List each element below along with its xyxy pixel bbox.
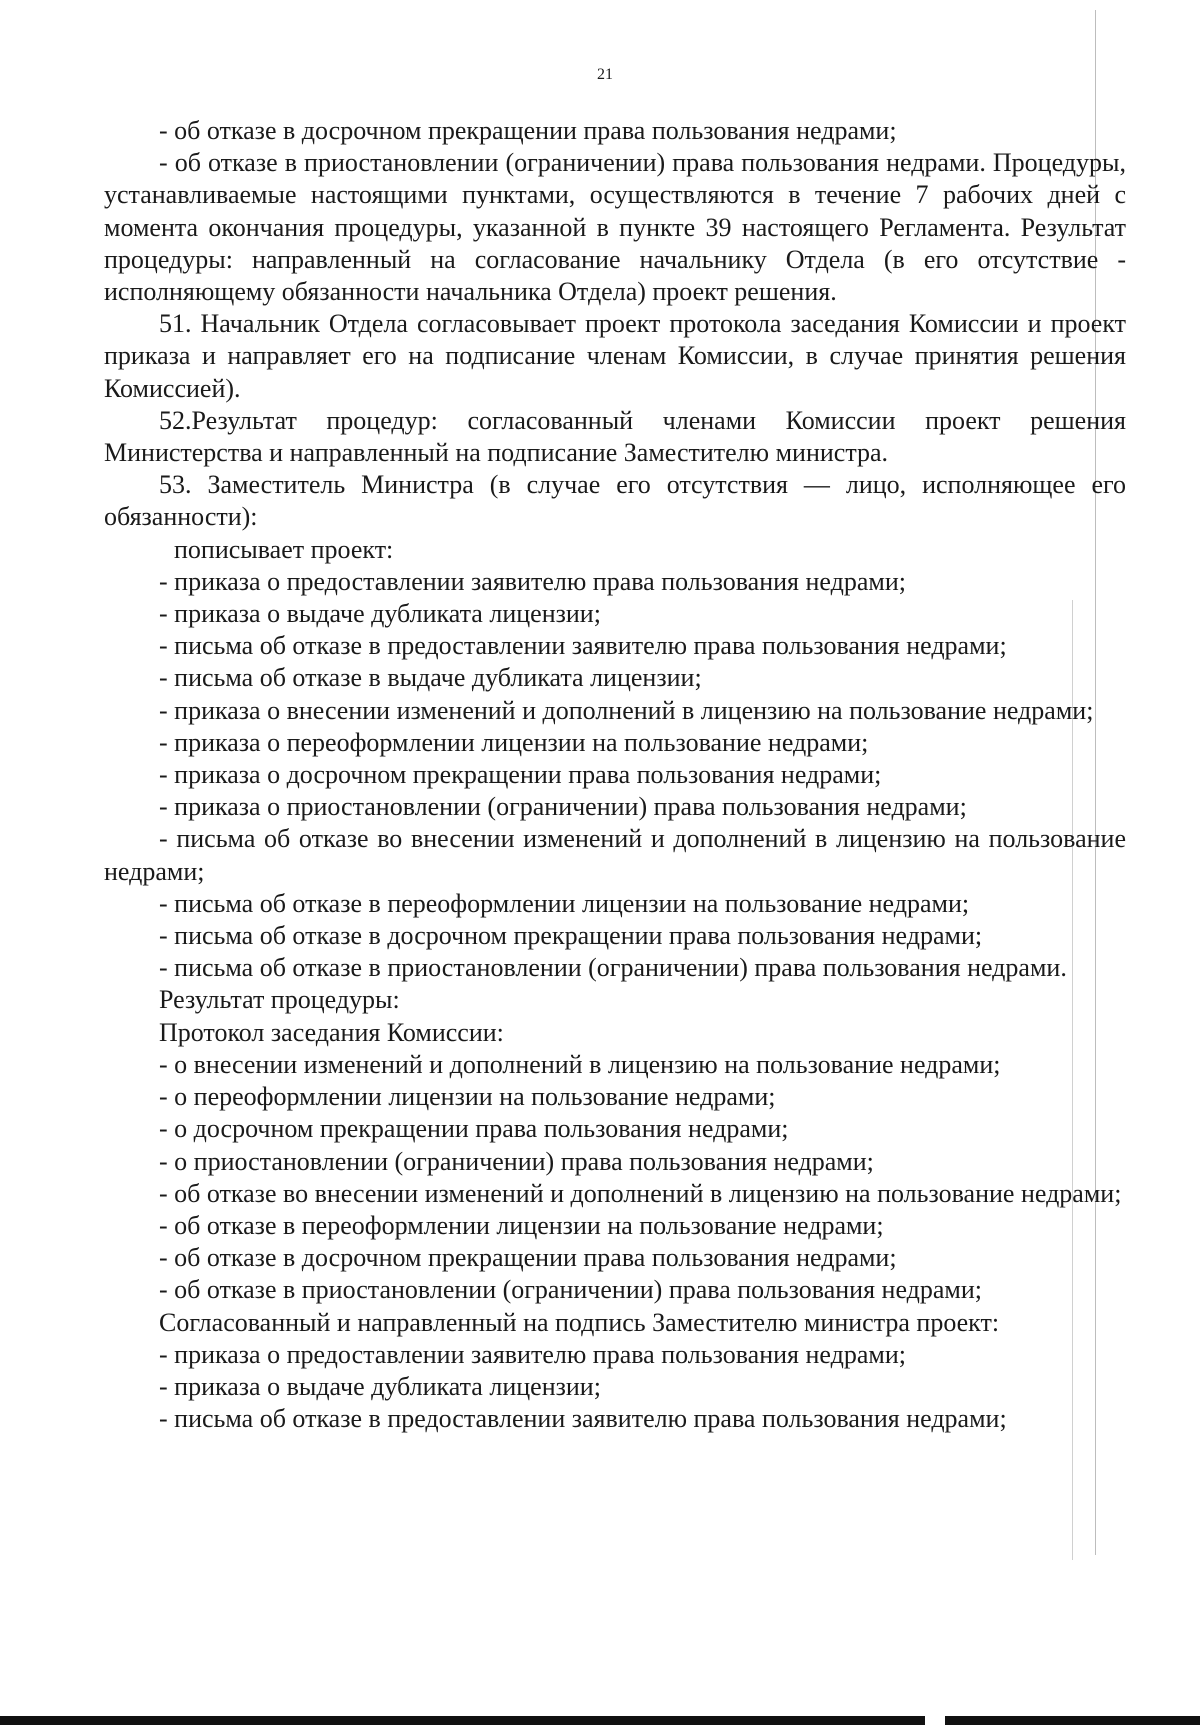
- list-item: - приказа о приостановлении (ограничении) права пользования недрами;: [159, 792, 967, 822]
- list-item: - письма об отказе в досрочном прекращении права пользования недрами;: [159, 921, 983, 951]
- list-item: - письма об отказе в приостановлении (ограничении) права пользования недрами.: [159, 953, 1067, 983]
- list-item: - о внесении изменений и дополнений в лицензию на пользование недрами;: [159, 1049, 1001, 1079]
- list-item: - приказа о внесении изменений и дополнений в лицензию на пользование недрами;: [159, 695, 1094, 725]
- list-item: Согласованный и направленный на подпись Заместителю министра проект:: [159, 1307, 1000, 1337]
- list-item: - об отказе в приостановлении (ограничении) права пользования недрами;: [159, 1275, 982, 1305]
- scan-bottom-edge: [945, 1716, 1200, 1725]
- list-item: - об отказе в переоформлении лицензии на пользование недрами;: [159, 1210, 884, 1240]
- list-item: - приказа о переоформлении лицензии на пользование недрами;: [159, 727, 869, 757]
- list-item: - приказа о предоставлении заявителю права пользования недрами;: [159, 1339, 906, 1369]
- list-item: пописывает проект:: [174, 534, 394, 564]
- paragraph: 51. Начальник Отдела согласовывает проект протокола заседания Комиссии и проект приказа и направляет его на подписание членам Комиссии, в случае принятия решения Комиссией).: [104, 309, 1126, 403]
- list-item: - письма об отказе в предоставлении заявителю права пользования недрами;: [159, 1404, 1007, 1434]
- scan-bottom-edge: [0, 1716, 925, 1725]
- paragraph: - об отказе в приостановлении (ограничении) права пользования недрами. Процедуры, устанавливаемые настоящими пунктами, осуществляются в течение 7 рабочих дней с момента окончания процедуры, указанной в пункте 39 настоящего Регламента. Результат процедуры: направленный на согласование начальнику Отдела (в его отсутствие - исполняющему обязанности начальника Отдела) проект решения.: [104, 148, 1126, 307]
- list-item: - об отказе во внесении изменений и дополнений в лицензию на пользование недрами;: [159, 1178, 1122, 1208]
- list-item: - письма об отказе в выдаче дубликата лицензии;: [159, 663, 702, 693]
- page-number: 21: [597, 66, 613, 83]
- list-item: - об отказе в досрочном прекращении права пользования недрами;: [159, 116, 897, 145]
- list-item: - письма об отказе в переоформлении лицензии на пользование недрами;: [159, 888, 970, 918]
- list-item: - приказа о предоставлении заявителю права пользования недрами;: [159, 566, 906, 596]
- list-item: - приказа о досрочном прекращении права пользования недрами;: [159, 760, 882, 790]
- list-item: - о досрочном прекращении права пользования недрами;: [159, 1114, 789, 1144]
- list-item: Результат процедуры:: [159, 985, 400, 1015]
- list-item: - приказа о выдаче дубликата лицензии;: [159, 1371, 601, 1401]
- list-item: - об отказе в досрочном прекращении права пользования недрами;: [159, 1243, 897, 1273]
- paragraph: 52.Результат процедур: согласованный членами Комиссии проект решения Министерства и направленный на подписание Заместителю министра.: [104, 405, 1126, 468]
- list-item: - письма об отказе в предоставлении заявителю права пользования недрами;: [159, 631, 1007, 661]
- list-item: Протокол заседания Комиссии:: [159, 1017, 504, 1047]
- list-item: - письма об отказе во внесении изменений и дополнений в лицензию на пользование недрами;: [104, 824, 1126, 886]
- list-item: - приказа о выдаче дубликата лицензии;: [159, 599, 601, 629]
- paragraph: 53. Заместитель Министра (в случае его отсутствия — лицо, исполняющее его обязанности):: [104, 470, 1126, 532]
- list-item: - о приостановлении (ограничении) права пользования недрами;: [159, 1146, 874, 1176]
- list-item: - о переоформлении лицензии на пользование недрами;: [159, 1082, 776, 1112]
- document-body: [104, 115, 1126, 1435]
